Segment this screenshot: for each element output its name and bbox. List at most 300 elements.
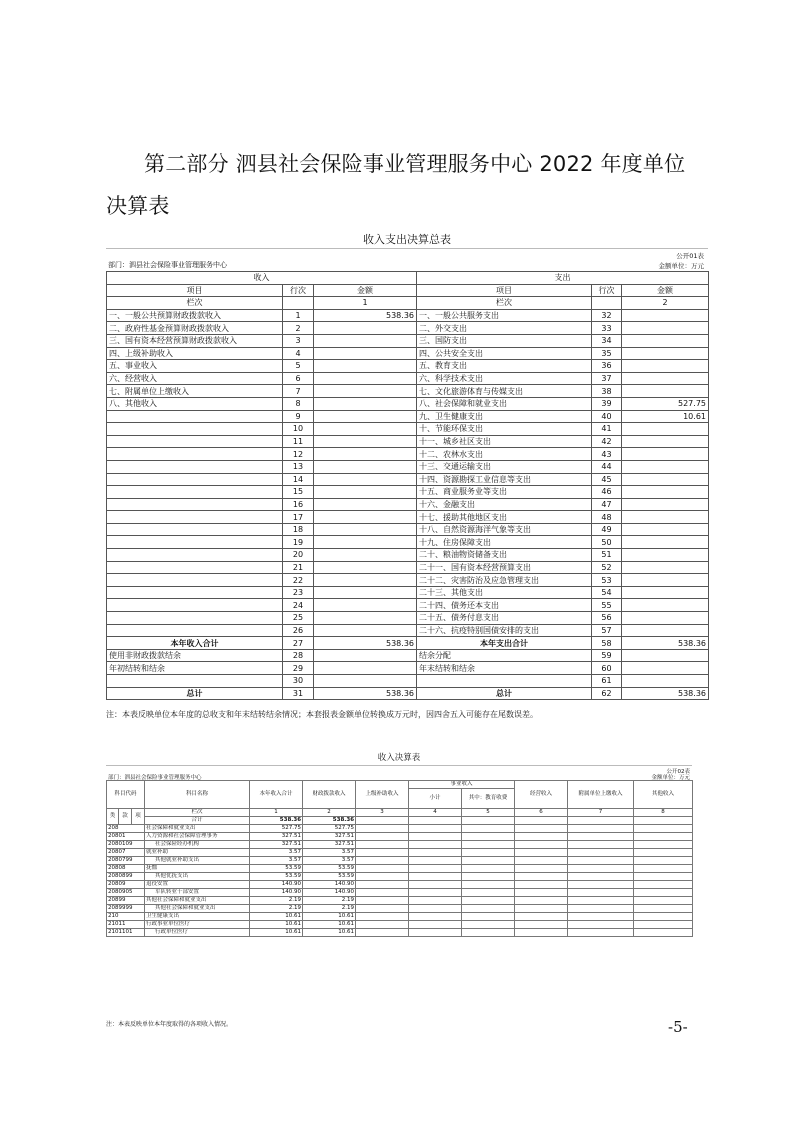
expense-item: 一、一般公共服务支出 [417,309,592,322]
table-row [107,825,693,833]
col-lanci: 栏次 [107,297,283,310]
expense-amount [622,498,709,511]
subject-code: 21011 [107,921,145,929]
expense-row-no: 44 [592,460,622,473]
col-num: 2 [622,297,709,310]
income-row-no: 24 [283,599,314,612]
expense-row-no: 35 [592,347,622,360]
expense-amount [622,675,709,688]
income-row-no: 28 [283,649,314,662]
income-amount [314,523,417,536]
table-row [107,372,709,385]
table-row [107,448,709,461]
table-row [107,511,709,524]
income-amount [314,385,417,398]
income-item: 六、经营收入 [107,372,283,385]
income-row-no: 11 [283,435,314,448]
fiscal-income: 327.51 [303,833,356,841]
income-amount: 538.36 [314,637,417,650]
h-sub: 小计 [409,789,462,809]
subject-name: 退役安置 [145,881,250,889]
income-row-no: 4 [283,347,314,360]
income-amount [314,624,417,637]
table-row [107,536,709,549]
expense-item: 二十二、灾害防治及应急管理支出 [417,574,592,587]
expense-amount [622,385,709,398]
expense-amount: 10.61 [622,410,709,423]
income-row-no: 27 [283,637,314,650]
income-amount [314,498,417,511]
table-row [107,360,709,373]
income-row-no: 13 [283,460,314,473]
subject-name: 其他社会保障和就业支出 [145,897,250,905]
income-item: 年初结转和结余 [107,662,283,675]
income-amount [314,599,417,612]
expense-amount: 538.36 [622,637,709,650]
expense-item: 七、文化旅游体育与传媒支出 [417,385,592,398]
fiscal-income: 53.59 [303,873,356,881]
total-income: 140.90 [250,889,303,897]
table-row [107,334,709,347]
expense-item: 九、卫生健康支出 [417,410,592,423]
expense-item: 三、国防支出 [417,334,592,347]
expense-row-no: 37 [592,372,622,385]
income-row-no: 8 [283,397,314,410]
expense-item: 结余分配 [417,649,592,662]
table-row [107,410,709,423]
subject-code: 2080799 [107,857,145,865]
subject-code: 210 [107,913,145,921]
table-row [107,637,709,650]
subject-code: 20808 [107,865,145,873]
income-row-no: 1 [283,309,314,322]
table-row [107,889,693,897]
expense-item: 十、节能环保支出 [417,423,592,436]
income-amount [314,511,417,524]
h-xiang: 项 [132,809,145,825]
income-item: 八、其他收入 [107,397,283,410]
total-income: 10.61 [250,913,303,921]
expense-row-no: 60 [592,662,622,675]
income-amount [314,347,417,360]
income-row-no: 20 [283,549,314,562]
income-row-no: 30 [283,675,314,688]
h-upper: 上级补助收入 [356,781,409,809]
subject-name: 社会保险经办机构 [145,841,250,849]
table-row [107,574,709,587]
table1-unit: 金额单位：万元 [658,262,704,270]
total-income: 140.90 [250,881,303,889]
income-amount [314,561,417,574]
expense-amount [622,511,709,524]
table-row [107,921,693,929]
income-amount: 538.36 [314,687,417,700]
income-amount [314,549,417,562]
table-row [107,397,709,410]
h-fiscal: 财政拨款收入 [303,781,356,809]
expense-item: 年末结转和结余 [417,662,592,675]
table-row [107,498,709,511]
col-amount: 金额 [314,284,417,297]
income-item: 二、政府性基金预算财政拨款收入 [107,322,283,335]
subject-name: 行政单位医疗 [145,929,250,937]
table2-title: 收入决算表 [106,752,692,766]
table-row [107,662,709,675]
expense-amount [622,322,709,335]
total-income: 10.61 [250,929,303,937]
fiscal-income: 10.61 [303,913,356,921]
expense-row-no: 57 [592,624,622,637]
table-row [107,322,709,335]
expense-amount [622,586,709,599]
table-row [107,624,709,637]
income-row-no: 9 [283,410,314,423]
income-item [107,460,283,473]
income-amount [314,435,417,448]
table1-title: 收入支出决算总表 [106,231,708,249]
total-income: 2.19 [250,897,303,905]
income-row-no: 3 [283,334,314,347]
h-name: 科目名称 [145,781,250,809]
expense-item: 八、社会保障和就业支出 [417,397,592,410]
expense-row-no: 40 [592,410,622,423]
expense-amount [622,599,709,612]
expense-item: 十八、自然资源海洋气象等支出 [417,523,592,536]
income-item [107,523,283,536]
col-item: 项目 [417,284,592,297]
expense-row-no: 42 [592,435,622,448]
income-row-no: 15 [283,486,314,499]
total-income: 327.51 [250,841,303,849]
table-row [107,649,709,662]
expense-row-no: 47 [592,498,622,511]
expense-row-no: 33 [592,322,622,335]
income-amount [314,675,417,688]
table-row [107,833,693,841]
expense-amount [622,486,709,499]
subject-code: 2080899 [107,873,145,881]
income-row-no: 5 [283,360,314,373]
expense-row-no: 39 [592,397,622,410]
expense-amount [622,574,709,587]
page-heading: 第二部分 泗县社会保险事业管理服务中心 2022 年度单位决算表 [106,152,686,218]
table-row [107,929,693,937]
expense-item: 十五、商业服务业等支出 [417,486,592,499]
income-amount [314,460,417,473]
income-expense-summary-table [106,231,708,700]
h-edu: 其中：教育收费 [462,789,515,809]
subject-code: 208 [107,825,145,833]
expense-row-no: 56 [592,612,622,625]
expense-item: 二十六、抗疫特别国债安排的支出 [417,624,592,637]
expense-amount [622,334,709,347]
expense-item: 十九、住房保障支出 [417,536,592,549]
h-other: 其他收入 [634,781,693,809]
total-income: 2.19 [250,905,303,913]
table-row [107,473,709,486]
expense-item: 二十三、其他支出 [417,586,592,599]
expense-amount: 527.75 [622,397,709,410]
income-row-no: 18 [283,523,314,536]
income-item [107,624,283,637]
table2-dept: 部门：泗县社会保险事业管理服务中心 [108,775,202,781]
income-row-no: 6 [283,372,314,385]
income-row-no: 2 [283,322,314,335]
income-amount [314,322,417,335]
income-item [107,410,283,423]
subject-code: 20807 [107,849,145,857]
subject-name: 军队转业干部安置 [145,889,250,897]
expense-row-no: 38 [592,385,622,398]
subject-name: 其他优抚支出 [145,873,250,881]
table-row [107,435,709,448]
table-row [107,873,693,881]
income-item [107,574,283,587]
h-biz: 事业收入 [409,781,515,789]
income-amount [314,423,417,436]
income-amount [314,612,417,625]
income-item: 一、一般公共预算财政拨款收入 [107,309,283,322]
subject-code: 2080109 [107,841,145,849]
subject-code: 2080905 [107,889,145,897]
total-income: 53.59 [250,873,303,881]
income-item: 总计 [107,687,283,700]
h-lei: 类 [107,809,119,825]
fiscal-income: 527.75 [303,825,356,833]
col-lanci: 栏次 [417,297,592,310]
expense-row-no: 61 [592,675,622,688]
table-row [107,675,709,688]
table-row [107,423,709,436]
expense-row-no: 62 [592,687,622,700]
col-amount: 金额 [622,284,709,297]
expense-amount [622,372,709,385]
income-item: 七、附属单位上缴收入 [107,385,283,398]
fiscal-income: 2.19 [303,897,356,905]
expense-amount [622,460,709,473]
expense-row-no: 32 [592,309,622,322]
expense-amount [622,561,709,574]
income-row-no: 16 [283,498,314,511]
income-item: 五、事业收入 [107,360,283,373]
income-row-no: 19 [283,536,314,549]
income-amount [314,536,417,549]
income-amount [314,574,417,587]
table-row [107,687,709,700]
fiscal-income: 140.90 [303,881,356,889]
income-item: 本年收入合计 [107,637,283,650]
expense-item: 六、科学技术支出 [417,372,592,385]
expense-amount [622,347,709,360]
expense-item: 二十四、债务还本支出 [417,599,592,612]
income-amount [314,473,417,486]
income-item [107,511,283,524]
subject-name: 就业补助 [145,849,250,857]
income-row-no: 10 [283,423,314,436]
h-total-row: 合计 [145,817,250,825]
expense-amount [622,549,709,562]
expense-row-no: 53 [592,574,622,587]
expense-row-no: 58 [592,637,622,650]
h-lanci: 栏次 [145,809,250,817]
expense-amount [622,473,709,486]
subject-code: 20809 [107,881,145,889]
total-income: 3.57 [250,849,303,857]
expense-item: 二十、粮油物资储备支出 [417,549,592,562]
subject-code: 20801 [107,833,145,841]
income-amount [314,410,417,423]
income-row-no: 26 [283,624,314,637]
fiscal-income: 327.51 [303,841,356,849]
fiscal-income: 53.59 [303,865,356,873]
expense-amount [622,448,709,461]
expense-amount [622,536,709,549]
income-amount: 538.36 [314,309,417,322]
expense-item: 五、教育支出 [417,360,592,373]
expense-row-no: 34 [592,334,622,347]
expense-item: 本年支出合计 [417,637,592,650]
income-item [107,486,283,499]
income-amount [314,586,417,599]
subject-name: 卫生健康支出 [145,913,250,921]
expense-row-no: 48 [592,511,622,524]
total-income: 3.57 [250,857,303,865]
income-row-no: 12 [283,448,314,461]
table-row [107,561,709,574]
expense-row-no: 36 [592,360,622,373]
total-income: 327.51 [250,833,303,841]
income-header: 收入 [107,272,417,285]
expense-row-no: 55 [592,599,622,612]
expense-item: 十三、交通运输支出 [417,460,592,473]
income-item [107,473,283,486]
income-item: 三、国有资本经营预算财政拨款收入 [107,334,283,347]
table2-unit: 金额单位：万元 [651,775,690,781]
expense-item: 二、外交支出 [417,322,592,335]
fiscal-income: 3.57 [303,849,356,857]
income-amount [314,662,417,675]
subject-name: 社会保障和就业支出 [145,825,250,833]
expense-amount [622,649,709,662]
fiscal-income: 2.19 [303,905,356,913]
subject-name: 其他社会保障和就业支出 [145,905,250,913]
income-amount [314,334,417,347]
subject-code: 2101101 [107,929,145,937]
income-item [107,536,283,549]
expense-item: 十六、金融支出 [417,498,592,511]
table-row [107,486,709,499]
table-row [107,841,693,849]
income-amount [314,448,417,461]
expense-amount [622,612,709,625]
h-oper: 经营收入 [515,781,568,809]
income-item [107,561,283,574]
table-row [107,881,693,889]
col-num: 1 [314,297,417,310]
income-row-no: 29 [283,662,314,675]
subject-name: 人力资源和社会保障管理事务 [145,833,250,841]
subject-name: 行政事业单位医疗 [145,921,250,929]
income-amount [314,486,417,499]
expense-item: 十四、资源勘探工业信息等支出 [417,473,592,486]
table2-grid: 科目代码 科目名称 本年收入合计 财政拨款收入 上级补助收入 事业收入 经营收入 附属单位上缴收入 其他收入 小计 其中：教育收费 类 款 项 栏次 1 2 3 4 5 6 7 8 合计 538.36 538.36 208 社会保障和就业支出 527.75 527.75 20801 人力资源和社会保障管理事务 327.51 327.51 2080109 社会保险经办机构 327.51 327.51 20807 就业补助 3.57 3.57 2080799 其他就业补助支出 3.57 3.57 20808 抚恤 53.59 53.59 2080899 其他优抚支出 53.59 53.59 20809 退役安置 140.90 140.90 2080905 军队转业干部安置 140.90 140.90 20899 其他社会保障和就业支出 2.19 2.19 2089999 其他社会保障和就业支出 2.19 2.19 210 卫生健康支出 10.61 10.61 21011 行政事业单位医疗 10.61 10.61 2101101 行政单位医疗 10.61 10.61 [106,780,693,937]
expense-row-no: 43 [592,448,622,461]
table1-form-code: 公开01表 [676,252,704,260]
income-row-no: 17 [283,511,314,524]
expense-row-no: 49 [592,523,622,536]
income-amount [314,360,417,373]
col-item: 项目 [107,284,283,297]
h-kuan: 款 [119,809,132,825]
income-item [107,435,283,448]
expense-row-no: 51 [592,549,622,562]
income-item [107,423,283,436]
income-row-no: 23 [283,586,314,599]
expense-item: 二十五、债务付息支出 [417,612,592,625]
table-row [107,857,693,865]
income-table [106,752,692,937]
income-row-no: 31 [283,687,314,700]
fiscal-income: 140.90 [303,889,356,897]
expense-amount [622,423,709,436]
expense-row-no: 54 [592,586,622,599]
total-income: 53.59 [250,865,303,873]
expense-amount [622,662,709,675]
table-row [107,905,693,913]
subject-code: 2089999 [107,905,145,913]
table-row [107,612,709,625]
fiscal-income: 3.57 [303,857,356,865]
expense-item: 二十一、国有资本经营预算支出 [417,561,592,574]
table-row [107,599,709,612]
expense-row-no: 45 [592,473,622,486]
expense-amount [622,309,709,322]
table-row [107,849,693,857]
table-row [107,586,709,599]
income-item [107,675,283,688]
page-number: -5- [668,1018,688,1036]
income-item [107,612,283,625]
expense-row-no: 59 [592,649,622,662]
expense-amount [622,624,709,637]
expense-header: 支出 [417,272,709,285]
expense-amount [622,360,709,373]
income-item [107,498,283,511]
expense-amount [622,523,709,536]
table-row [107,460,709,473]
total-income: 527.75 [250,825,303,833]
table-row [107,523,709,536]
h-total: 本年收入合计 [250,781,303,809]
expense-amount: 538.36 [622,687,709,700]
table-row [107,549,709,562]
income-amount [314,649,417,662]
table2-note: 注：本表反映单位本年度取得的各项收入情况。 [106,1021,233,1028]
col-row: 行次 [283,284,314,297]
income-row-no: 21 [283,561,314,574]
income-amount [314,397,417,410]
expense-item: 总计 [417,687,592,700]
expense-amount [622,435,709,448]
income-amount [314,372,417,385]
income-item [107,586,283,599]
expense-item: 十一、城乡社区支出 [417,435,592,448]
income-row-no: 7 [283,385,314,398]
income-item [107,448,283,461]
expense-item: 十二、农林水支出 [417,448,592,461]
expense-row-no: 50 [592,536,622,549]
table1-note: 注：本表反映单位本年度的总收支和年末结转结余情况；本套报表金额单位转换成万元时，因四舍五入可能存在尾数误差。 [106,710,538,719]
